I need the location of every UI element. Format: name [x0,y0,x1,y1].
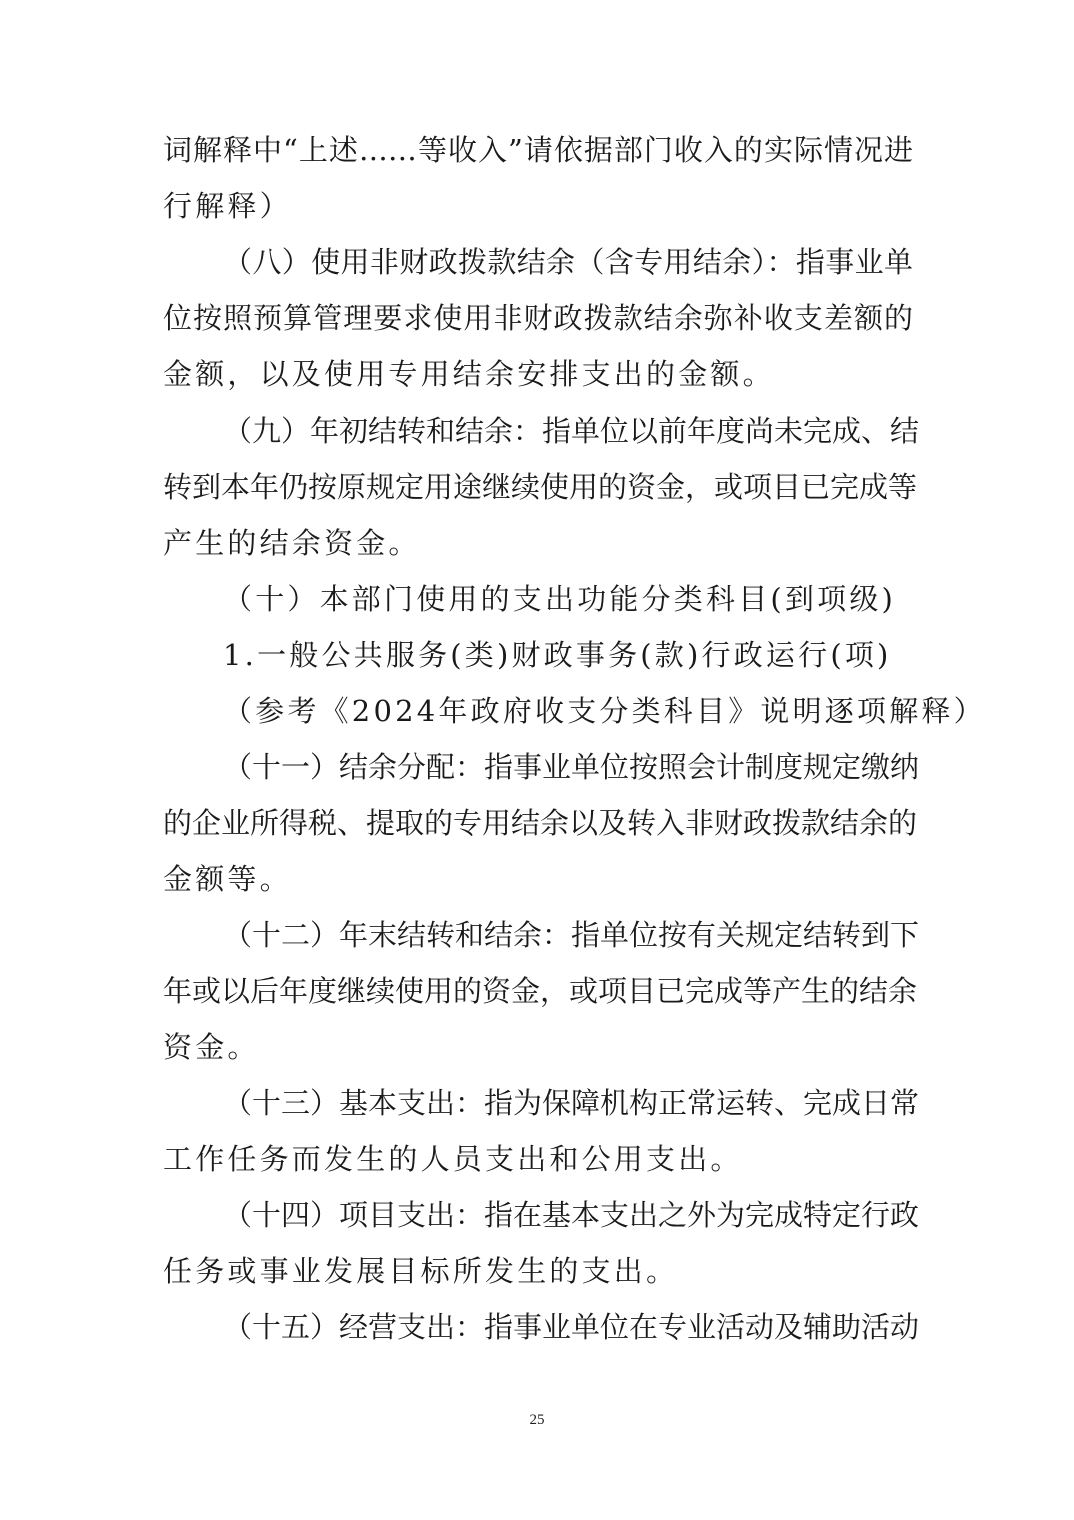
text-line: 任务或事业发展目标所发生的支出。 [163,1254,679,1288]
text-line: 的企业所得税、提取的专用结余以及转入非财政拨款结余的 [163,806,918,840]
text-line: 转到本年仍按原规定用途继续使用的资金，或项目已完成等 [163,470,918,504]
text-line: 产生的结余资金。 [163,526,421,560]
text-line: （参考《2024年政府收支分类科目》说明逐项解释） [223,694,986,728]
text-line: 行解释） [163,189,292,223]
page-number: 25 [529,1412,545,1428]
text-line: （十二）年末结转和结余：指单位按有关规定结转到下 [223,918,920,952]
text-line: （十五）经营支出：指事业单位在专业活动及辅助活动 [223,1310,920,1344]
text-line: （十四）项目支出：指在基本支出之外为完成特定行政 [223,1198,920,1232]
text-line: （九）年初结转和结余：指单位以前年度尚未完成、结 [223,414,920,448]
text-line: 年或以后年度继续使用的资金，或项目已完成等产生的结余 [163,974,918,1008]
text-line: 1.一般公共服务(类)财政事务(款)行政运行(项) [223,638,892,672]
text-line: 位按照预算管理要求使用非财政拨款结余弥补收支差额的 [163,301,913,335]
text-line: 金额等。 [163,862,292,896]
text-line: （八）使用非财政拨款结余（含专用结余）：指事业单 [223,245,913,279]
text-line: 资金。 [163,1030,260,1064]
text-line: 工作任务而发生的人员支出和公用支出。 [163,1142,743,1176]
text-line: （十一）结余分配：指事业单位按照会计制度规定缴纳 [223,750,920,784]
text-line: （十三）基本支出：指为保障机构正常运转、完成日常 [223,1086,920,1120]
text-line: 金额，以及使用专用结余安排支出的金额。 [163,357,775,391]
text-line: （十）本部门使用的支出功能分类科目(到项级) [223,582,897,616]
text-line: 词解释中“上述……等收入”请依据部门收入的实际情况进 [163,133,913,167]
